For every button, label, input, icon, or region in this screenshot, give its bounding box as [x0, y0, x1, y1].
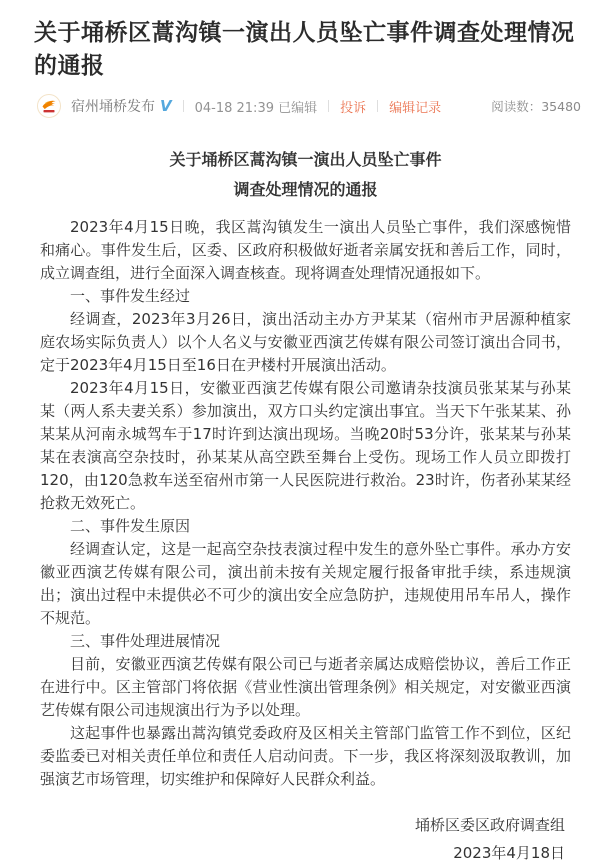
document-title	[40, 145, 571, 205]
page-title: 关于埇桥区蒿沟镇一演出人员坠亡事件调查处理情况的通报	[34, 20, 575, 79]
verified-badge-icon: V	[160, 97, 172, 115]
article-paragraph: 2023年4月15日晚，我区蒿沟镇发生一演出人员坠亡事件，我们深感惋惜和痛心。事件发生后，区委、区政府积极做好逝者亲属安抚和善后工作，同时，成立调查组，进行全面深入调查核查。现将调查处理情况通报如下。	[40, 218, 571, 282]
article-paragraph: 经调查认定，这是一起高空杂技表演过程中发生的意外坠亡事件。承办方安徽亚西演艺传媒有限公司，演出前未按有关规定履行报备审批手续，系违规演出；演出过程中未提供必不可少的演出安全应急防护，违规使用吊车吊人，操作不规范。	[40, 540, 571, 627]
byline-bar	[37, 94, 581, 118]
signature-block	[40, 811, 571, 860]
paragraph-list	[40, 216, 571, 791]
article-paragraph: 2023年4月15日，安徽亚西演艺传媒有限公司邀请杂技演员张某某与孙某某（两人系夫妻关系）参加演出，双方口头约定演出事宜。当天下午张某某、孙某某从河南永城驾车于17时许到达演出现场。当晚20时53分许，张某某与孙某某在表演高空杂技时，孙某某从高空跌至舞台上受伤。现场工作人员立即拨打120，由120急救车送至宿州市第一人民医院进行救治。23时许，伤者孙某某经抢救无效死亡。	[40, 379, 571, 512]
report-link[interactable]: 投诉	[340, 100, 367, 116]
document-title-line-1: 关于埇桥区蒿沟镇一演出人员坠亡事件	[169, 150, 442, 169]
phoenix-logo-icon	[37, 94, 61, 118]
divider	[328, 100, 329, 112]
section-heading: 三、事件处理进展情况	[70, 632, 221, 650]
author-name[interactable]: 宿州埇桥发布	[71, 99, 155, 115]
article-paragraph: 这起事件也暴露出蒿沟镇党委政府及区相关主管部门监管工作不到位，区纪委监委已对相关责任单位和责任人启动问责。下一步，我区将深刻汲取教训，加强演艺市场管理，切实维护和保障好人民群众利益。	[40, 724, 571, 788]
section-heading: 二、事件发生原因	[70, 517, 191, 535]
edit-history-link[interactable]: 编辑记录	[389, 100, 442, 116]
read-count: 阅读数：35480	[491, 99, 581, 114]
signature-date: 2023年4月18日	[453, 844, 565, 860]
signature: 埇桥区委区政府调查组	[414, 816, 565, 834]
article-body	[40, 145, 571, 860]
document-title-line-2: 调查处理情况的通报	[233, 180, 378, 199]
article-paragraph: 经调查，2023年3月26日，演出活动主办方尹某某（宿州市尹居源种植家庭农场实际负责人）以个人名义与安徽亚西演艺传媒有限公司签订演出合同书，定于2023年4月15日至16日在尹楼村开展演出活动。	[40, 310, 571, 374]
section-heading: 一、事件发生经过	[70, 287, 191, 305]
author-avatar[interactable]	[37, 94, 61, 118]
divider	[377, 100, 378, 112]
post-timestamp: 04-18 21:39 已编辑	[194, 100, 318, 116]
article-paragraph: 目前，安徽亚西演艺传媒有限公司已与逝者亲属达成赔偿协议，善后工作正在进行中。区主管部门将依据《营业性演出管理条例》相关规定，对安徽亚西演艺传媒有限公司违规演出行为予以处理。	[40, 655, 571, 719]
divider	[183, 100, 184, 112]
